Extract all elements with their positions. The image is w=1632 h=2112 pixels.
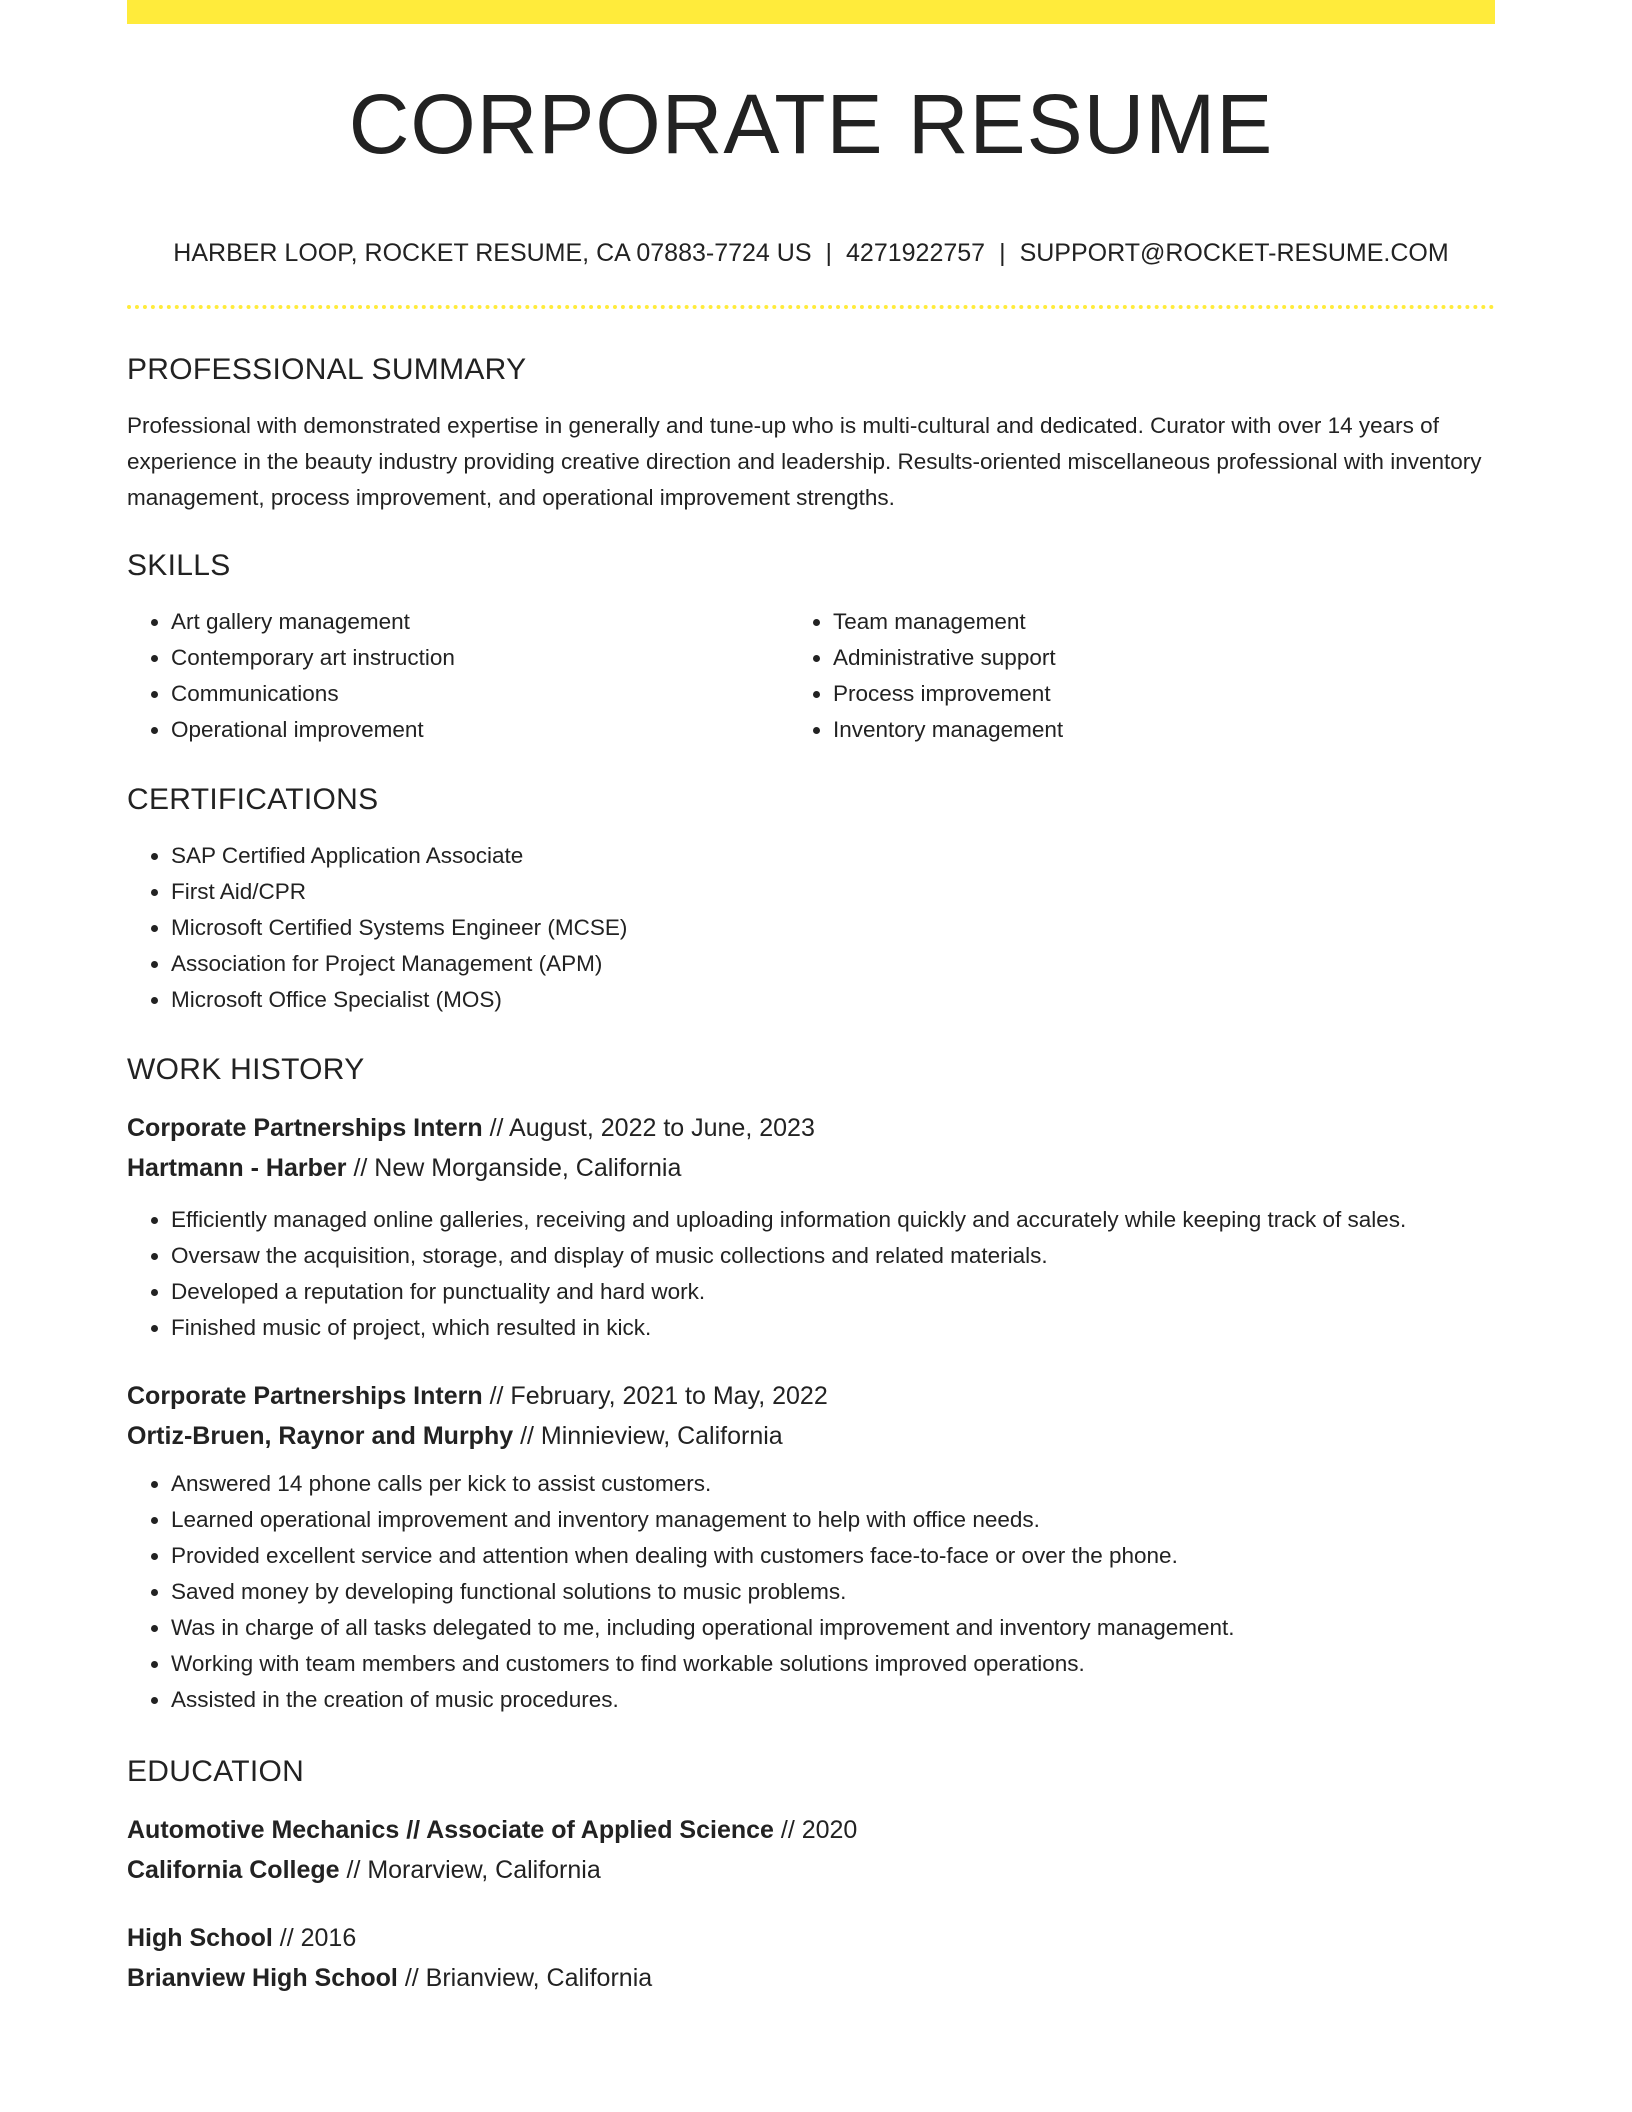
- skill-item: • Inventory management: [833, 712, 1495, 748]
- job-title: Corporate Partnerships Intern: [127, 1114, 483, 1142]
- top-accent-bar: [127, 0, 1495, 24]
- contact-address: HARBER LOOP, ROCKET RESUME, CA 07883-7724 US: [173, 239, 812, 267]
- job-entry: [127, 1108, 1495, 1346]
- job-bullet: • Working with team members and customers to find workable solutions improved operations.: [171, 1646, 1495, 1682]
- contact-separator: |: [825, 239, 833, 267]
- education-location: // Brianview, California: [397, 1964, 653, 1992]
- skill-item: • Communications: [171, 676, 833, 712]
- summary-text: Professional with demonstrated expertise in generally and tune-up who is multi-cultural and dedicated. Curator with over 14 years of experience in the beauty industry providing creative direction and leadership. Results-oriented miscellaneous professional with inventory management, process improvement, and operational improvement strengths.: [127, 413, 1482, 510]
- job-bullet: • Answered 14 phone calls per kick to assist customers.: [171, 1466, 1495, 1502]
- job-bullet: • Provided excellent service and attention when dealing with customers face-to-face or over the phone.: [171, 1538, 1495, 1574]
- job-bullets: [127, 1202, 1495, 1346]
- skills-list-right: [833, 604, 1495, 748]
- contact-separator: |: [999, 239, 1006, 267]
- section-heading: WORK HISTORY: [127, 1053, 365, 1086]
- job-bullet: • Assisted in the creation of music procedures.: [171, 1682, 1495, 1718]
- skill-item: • Team management: [833, 604, 1495, 640]
- job-bullet: • Efficiently managed online galleries, receiving and uploading information quickly and accurately while keeping track of sales.: [171, 1202, 1495, 1238]
- education-degree: High School: [127, 1924, 273, 1952]
- education-school-line: [127, 1850, 1495, 1890]
- education-degree-line: [127, 1918, 1495, 1958]
- education-entry: [127, 1918, 1495, 1998]
- education-location: // Morarview, California: [339, 1856, 601, 1884]
- job-bullet: • Finished music of project, which resulted in kick.: [171, 1310, 1495, 1346]
- work-history-section: [127, 1050, 1495, 1718]
- certification-item: • Microsoft Certified Systems Engineer (MCSE): [171, 910, 1495, 946]
- job-bullet: • Learned operational improvement and inventory management to help with office needs.: [171, 1502, 1495, 1538]
- job-bullet: • Oversaw the acquisition, storage, and display of music collections and related materials.: [171, 1238, 1495, 1274]
- section-heading: EDUCATION: [127, 1755, 305, 1788]
- header-divider: [127, 305, 1495, 309]
- job-bullet: • Saved money by developing functional solutions to music problems.: [171, 1574, 1495, 1610]
- job-bullets: [127, 1466, 1495, 1718]
- education-degree-line: [127, 1810, 1495, 1850]
- certifications-section: [127, 780, 1495, 1018]
- resume-content: [127, 350, 1495, 2026]
- section-heading: PROFESSIONAL SUMMARY: [127, 353, 527, 386]
- resume-title: CORPORATE RESUME: [348, 77, 1274, 171]
- certification-item: • Association for Project Management (APM): [171, 946, 1495, 982]
- job-title: Corporate Partnerships Intern: [127, 1382, 483, 1410]
- job-company-line: [127, 1416, 1495, 1456]
- education-entry: [127, 1810, 1495, 1890]
- skills-list-left: [127, 604, 833, 748]
- job-company-line: [127, 1148, 1495, 1188]
- skill-item: • Operational improvement: [171, 712, 833, 748]
- certification-item: • First Aid/CPR: [171, 874, 1495, 910]
- skill-item: • Art gallery management: [171, 604, 833, 640]
- job-dates: // February, 2021 to May, 2022: [482, 1382, 828, 1410]
- job-bullet: • Was in charge of all tasks delegated to me, including operational improvement and inventory management.: [171, 1610, 1495, 1646]
- skill-item: • Contemporary art instruction: [171, 640, 833, 676]
- job-bullet: • Developed a reputation for punctuality and hard work.: [171, 1274, 1495, 1310]
- summary-section: [127, 350, 1495, 516]
- job-entry: [127, 1376, 1495, 1718]
- certifications-list: [127, 838, 1495, 1018]
- job-title-line: [127, 1108, 1495, 1148]
- contact-phone: 4271922757: [846, 239, 986, 267]
- education-section: [127, 1752, 1495, 1998]
- education-year: // 2016: [272, 1924, 357, 1952]
- job-location: // New Morganside, California: [346, 1154, 682, 1182]
- skill-item: • Administrative support: [833, 640, 1495, 676]
- job-dates: // August, 2022 to June, 2023: [482, 1114, 815, 1142]
- education-year: // 2020: [773, 1816, 858, 1844]
- job-company: Hartmann - Harber: [127, 1154, 347, 1182]
- skill-item: • Process improvement: [833, 676, 1495, 712]
- job-title-line: [127, 1376, 1495, 1416]
- education-school-line: [127, 1958, 1495, 1998]
- job-company: Ortiz-Bruen, Raynor and Murphy: [127, 1422, 514, 1450]
- education-school: California College: [127, 1856, 340, 1884]
- skills-section: [127, 546, 1495, 748]
- certification-item: • SAP Certified Application Associate: [171, 838, 1495, 874]
- certification-item: • Microsoft Office Specialist (MOS): [171, 982, 1495, 1018]
- contact-line: [127, 237, 1495, 269]
- education-school: Brianview High School: [127, 1964, 398, 1992]
- education-degree: Automotive Mechanics // Associate of Applied Science: [127, 1816, 774, 1844]
- contact-email[interactable]: SUPPORT@ROCKET-RESUME.COM: [1019, 239, 1449, 267]
- section-heading: SKILLS: [127, 549, 231, 582]
- skills-columns: [127, 604, 1495, 748]
- section-heading: CERTIFICATIONS: [127, 783, 379, 816]
- job-location: // Minnieview, California: [513, 1422, 783, 1450]
